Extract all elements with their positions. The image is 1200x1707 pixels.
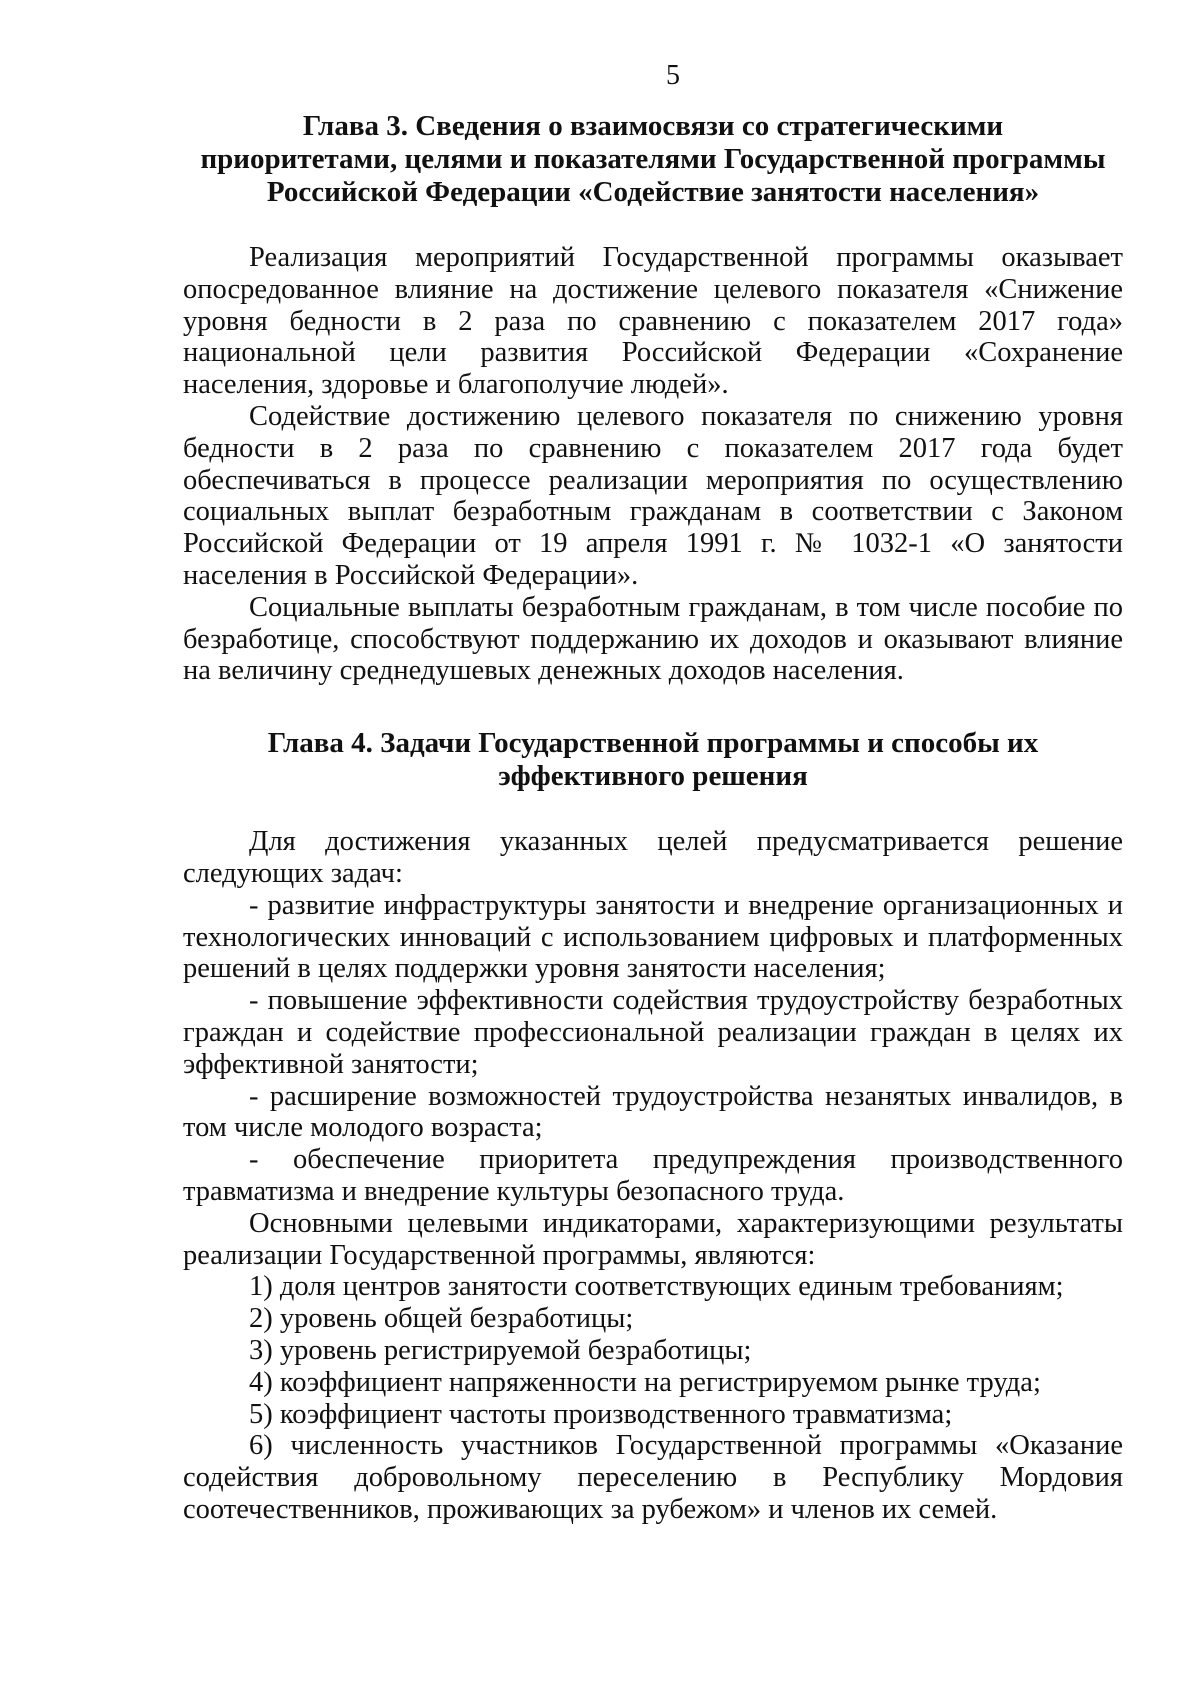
chapter-4-intro: Для достижения указанных целей предусматривается решение следующих задач: bbox=[183, 826, 1123, 889]
chapter-4-title bbox=[183, 727, 1123, 793]
chapter-3-title-line-2: приоритетами, целями и показателями Государственной программы bbox=[200, 143, 1106, 175]
chapter-3-title bbox=[183, 110, 1123, 209]
chapter-4-title-line-2: эффективного решения bbox=[498, 760, 808, 793]
task-item: - расширение возможностей трудоустройства незанятых инвалидов, в том числе молодого возраста; bbox=[183, 1080, 1123, 1144]
task-item: - развитие инфраструктуры занятости и внедрение организационных и технологических инноваций с использованием цифровых и платформенных решений в целях поддержки уровня занятости населения; bbox=[183, 889, 1123, 985]
indicator-item: 4) коэффициент напряженности на регистрируемом рынке труда; bbox=[249, 1366, 1041, 1398]
chapter-3-paragraph: Реализация мероприятий Государственной программы оказывает опосредованное влияние на достижение целевого показателя «Снижение уровня бедности в 2 раза по сравнению с показателем 2017 года» национальной цели развития Российской Федерации «Сохранение населения, здоровье и благополучие людей». bbox=[183, 242, 1123, 401]
document-page bbox=[183, 60, 1123, 1526]
indicator-item: 6) численность участников Государственной программы «Оказание содействия добровольному переселению в Республику Мордовия соотечественников, проживающих за рубежом» и членов их семей. bbox=[183, 1430, 1123, 1525]
page-number: 5 bbox=[666, 60, 680, 91]
indicator-item: 2) уровень общей безработицы; bbox=[249, 1303, 634, 1335]
indicator-item: 5) коэффициент частоты производственного травматизма; bbox=[249, 1398, 953, 1430]
indicator-item: 3) уровень регистрируемой безработицы; bbox=[249, 1334, 752, 1366]
indicator-item: 1) доля центров занятости соответствующих единым требованиям; bbox=[249, 1271, 1064, 1303]
chapter-3-title-line-3: Российской Федерации «Содействие занятости населения» bbox=[266, 176, 1040, 208]
chapter-3-paragraph: Содействие достижению целевого показателя по снижению уровня бедности в 2 раза по сравнению с показателем 2017 года будет обеспечиваться в процессе реализации мероприятия по осуществлению социальных выплат безработным гражданам в соответствии с Законом Российской Федерации от 19 апреля 1991 г. № 1032-1 «О занятости населения в Российской Федерации». bbox=[183, 400, 1123, 591]
chapter-3-paragraph: Социальные выплаты безработным гражданам, в том числе пособие по безработице, способствуют поддержанию их доходов и оказывают влияние на величину среднедушевых денежных доходов населения. bbox=[183, 591, 1123, 687]
task-item: - обеспечение приоритета предупреждения производственного травматизма и внедрение культуры безопасного труда. bbox=[183, 1144, 1123, 1207]
chapter-4-title-line-1: Глава 4. Задачи Государственной программы и способы их bbox=[267, 727, 1039, 760]
chapter-3-title-line-1: Глава 3. Сведения о взаимосвязи со стратегическими bbox=[302, 110, 1004, 142]
task-item: - повышение эффективности содействия трудоустройству безработных граждан и содействие профессиональной реализации граждан в целях их эффективной занятости; bbox=[183, 985, 1123, 1080]
indicators-intro: Основными целевыми индикаторами, характеризующими результаты реализации Государственной программы, являются: bbox=[183, 1207, 1123, 1271]
